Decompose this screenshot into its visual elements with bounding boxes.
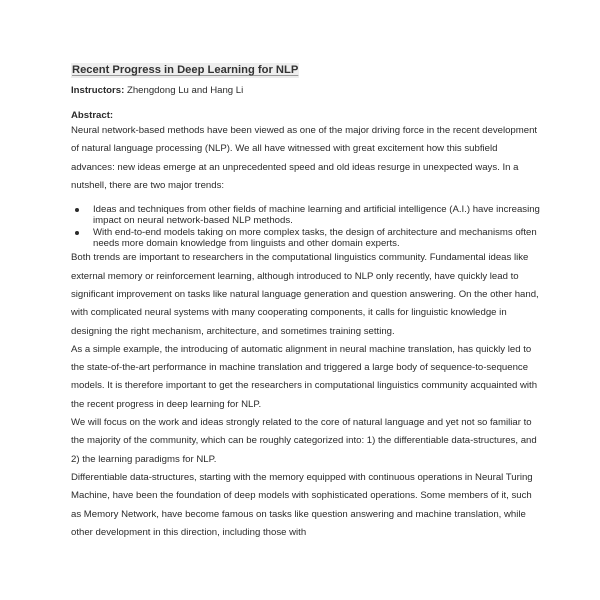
list-item bbox=[71, 227, 541, 250]
document-page bbox=[71, 60, 541, 542]
paragraph-intro: Neural network-based methods have been viewed as one of the major driving force in the recent development of natural language processing (NLP). We all have witnessed with great excitement how this subfield advances: new ideas emerge at an unprecedented speed and old ideas resurge in unexpected ways. In a nutshell, there are two major trends: bbox=[71, 125, 538, 191]
list-item-text: With end-to-end models taking on more complex tasks, the design of architecture and mechanisms often needs more domain knowledge from linguists and other domain experts. bbox=[93, 226, 537, 250]
document-title: Recent Progress in Deep Learning for NLP bbox=[72, 64, 299, 76]
instructors-line bbox=[71, 84, 541, 97]
instructors-label: Instructors: bbox=[71, 85, 125, 96]
bullet-icon bbox=[75, 231, 79, 235]
abstract-heading: Abstract: bbox=[71, 110, 114, 121]
list-item-text: Ideas and techniques from other fields of machine learning and artificial intelligence (A.I.) have increasing impact on neural network-based NLP methods. bbox=[93, 204, 540, 227]
title-highlight bbox=[71, 63, 299, 78]
paragraph-both-trends: Both trends are important to researchers in the computational linguistics community. Fundamental ideas like external memory or reinforcement learning, although introduced to NLP only recently, have quickly lead to significant improvement on tasks like natural language generation and question answering. On the other hand, with complicated neural systems with many cooperating components, it calls for linguistic knowledge in designing the right mechanism, architecture, and sometimes training setting. bbox=[71, 252, 539, 337]
paragraph-example: As a simple example, the introducing of automatic alignment in neural machine translation, has quickly led to the state-of-the-art performance in machine translation and triggered a large body of sequence-to-sequence models. It is therefore important to get the researchers in computational linguistics community acquainted with the recent progress in deep learning for NLP. bbox=[71, 343, 538, 410]
list-item bbox=[71, 204, 541, 227]
trends-list bbox=[71, 204, 541, 249]
paragraph-data-structures: Differentiable data-structures, starting with the memory equipped with continuous operations in Neural Turing Machine, have been the foundation of deep models with sophisticated operations. Some members of it, such as Memory Network, have become famous on tasks like question answering and machine translation, while other development in this direction, including those with bbox=[71, 471, 533, 538]
instructors-names: Zhengdong Lu and Hang Li bbox=[126, 85, 244, 96]
bullet-icon bbox=[75, 208, 79, 212]
paragraph-focus: We will focus on the work and ideas strongly related to the core of natural language and yet not so familiar to the majority of the community, which can be roughly categorized into: 1) the differentiable data-structures, and 2) the learning paradigms for NLP. bbox=[71, 417, 537, 465]
